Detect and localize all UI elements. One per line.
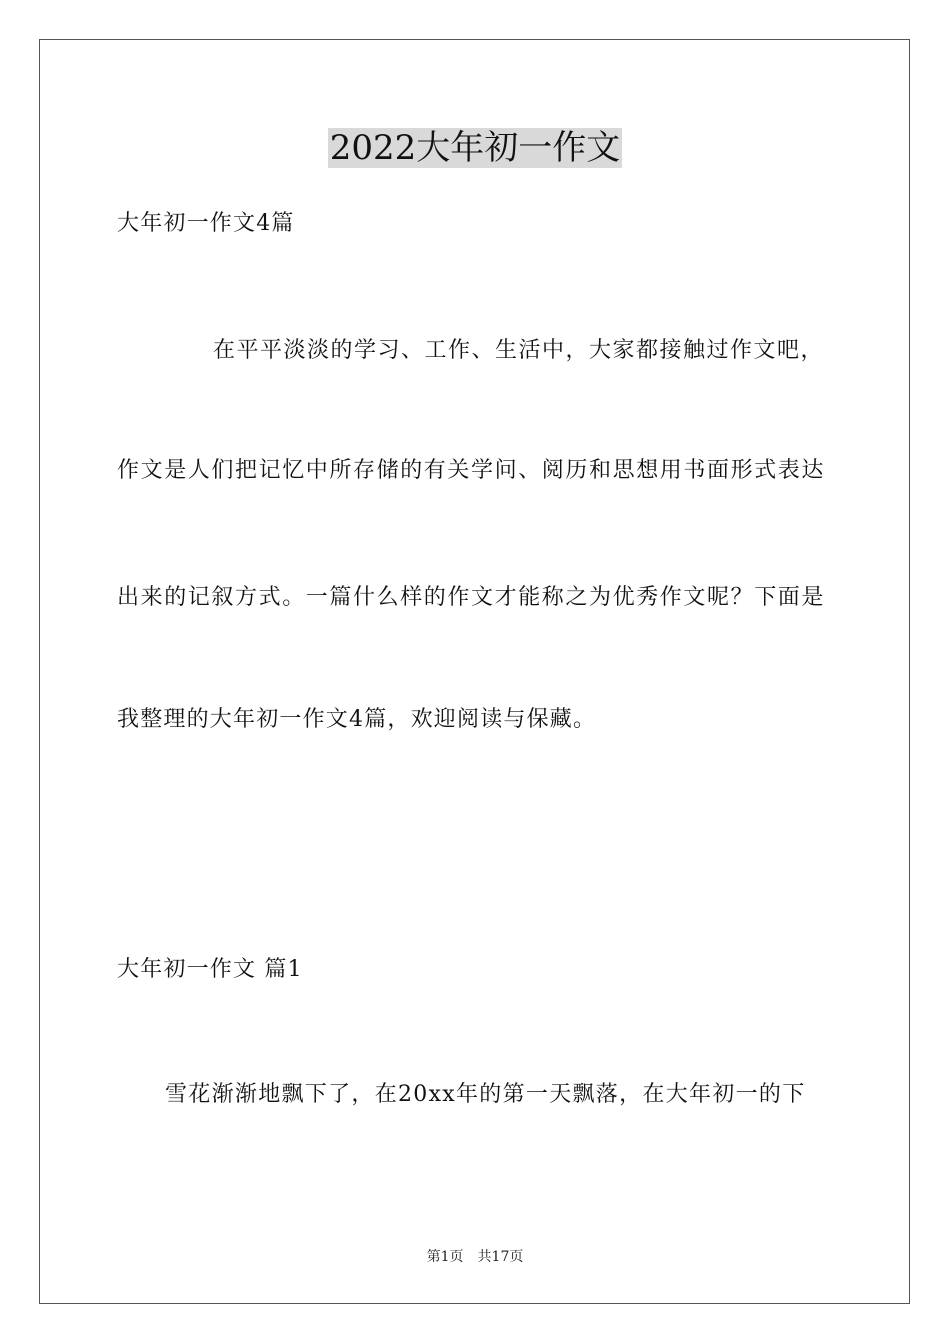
intro-line-2: 作文是人们把记忆中所存储的有关学问、阅历和思想用书面形式表达 (117, 458, 826, 483)
intro-line-1: 在平平淡淡的学习、工作、生活中，大家都接触过作文吧， (213, 338, 825, 363)
document-title-text: 2022大年初一作文 (329, 128, 621, 168)
page-total: 共17页 (477, 1249, 524, 1265)
document-title (0, 124, 950, 172)
intro-line-4: 我整理的大年初一作文4篇，欢迎阅读与保藏。 (117, 707, 597, 732)
intro-line-3: 出来的记叙方式。一篇什么样的作文才能称之为优秀作文呢？下面是 (117, 585, 826, 610)
section-heading: 大年初一作文 篇1 (117, 957, 303, 982)
page-footer (0, 1247, 950, 1267)
document-subtitle: 大年初一作文4篇 (117, 211, 295, 236)
page-number: 第1页 (426, 1249, 464, 1265)
section-line-1: 雪花渐渐地飘下了，在20xx年的第一天飘落，在大年初一的下 (165, 1082, 806, 1107)
